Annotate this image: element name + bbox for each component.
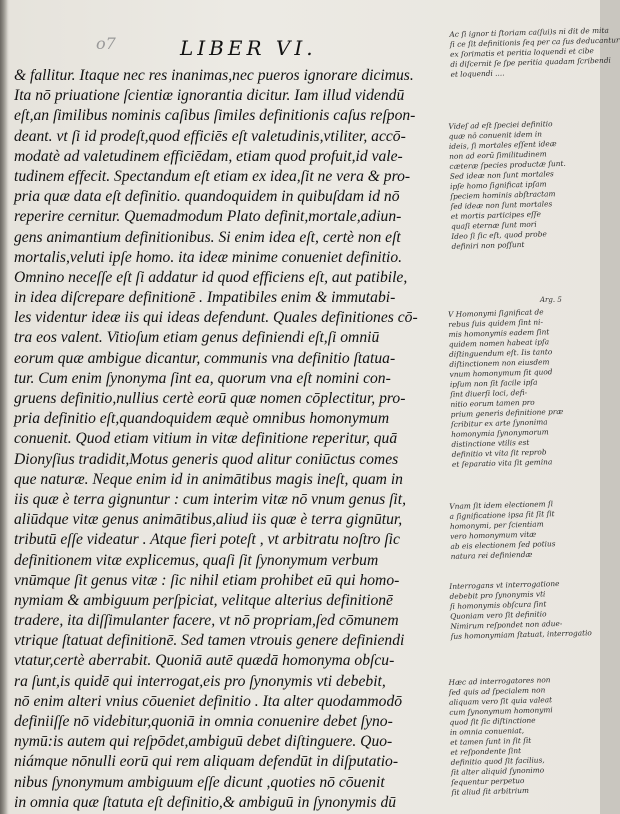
text-line: reperire cernitur. Quemadmodum Plato definit,mortale,adiun-	[14, 208, 402, 226]
handwritten-note-line: ſcribitur ex arte ſynonima	[450, 417, 548, 429]
text-line: pria definitio eſt,quandoquidem æquè omnibus homonymum	[14, 410, 390, 428]
handwritten-note-line: vnum homonymum ſit quod	[449, 367, 553, 379]
text-line: conuenit. Quod etiam vitium in vitæ definitione reperitur, quā	[14, 430, 398, 448]
marginal-label: Arg. 5	[540, 296, 562, 304]
text-line: vtrique ſtatuat definitionē. Sed tamen vtrouis genere definiendi	[14, 632, 405, 650]
handwritten-note-line: ſus homonymiam ſtatuat, interrogatio	[450, 628, 592, 641]
handwritten-note-line: di diſcernit ſe ſpe peritia quadam ſcribendi	[450, 55, 611, 69]
text-line: eorum quæ ambigue dicantur, communis vna definitio ſtatua-	[14, 349, 396, 367]
text-line: iis quæ è terra gignuntur : cum interim vitæ nō vnum genus ſit,	[14, 490, 406, 508]
handwritten-note-line: diſtinctionem non eiusdem	[449, 357, 550, 369]
handwritten-note-line: Nimirum reſpondet non adue-	[450, 618, 563, 631]
text-line: modatè ad valetudinem efficiēdam, etiam quod profuit,id vale-	[14, 147, 403, 165]
handwritten-note-line: quaſi eternæ ſunt mori	[450, 219, 537, 231]
handwritten-note-line: Ideo ſi ſic eſt, quod probe	[451, 229, 547, 241]
text-line: definiiſſe nō videbitur,quoniā in omnia conuenire debet ſyno-	[14, 713, 393, 730]
handwritten-note	[448, 674, 597, 798]
text-line: nibus ſynonymum ambiguum eſſe dicunt ,quoties nō cōuenit	[14, 773, 385, 791]
text-line: ra ſunt,is quidē qui interrogat,eis pro ſynonymis vti debebit,	[14, 672, 386, 690]
handwritten-note-line: a ſignificatione ipsa ſit ſit ſit	[449, 509, 555, 521]
handwritten-note-line: ex ſorimatis et peritia loquendi et cibe	[449, 46, 594, 59]
handwritten-note-line: ab eis electionem ſed potius	[450, 539, 556, 551]
handwritten-note-line: ipſe homo ſignificat ipſam	[449, 179, 547, 191]
handwritten-note-line: quæ nō conuenit idem in	[448, 129, 543, 141]
handwritten-note-line: Vnam ſit idem electionem ſi	[449, 499, 554, 511]
text-line: mortalis,veluti ipſe homo. ita ideæ minime conueniet definitio.	[14, 248, 403, 266]
text-line: vnūmque ſit genus vitæ : ſic nihil etiam prohibet eū qui homo-	[14, 571, 400, 589]
handwritten-note-line: ſi ce ſit definitionis ſeq per ca ſus deducantur	[449, 35, 620, 49]
handwritten-note-line: distinctione vtilis est	[451, 437, 530, 449]
handwritten-note-line: cum ſynonymum homonymi	[449, 705, 553, 717]
main-text-block	[14, 66, 448, 813]
handwritten-note-line: ſit aliud ſit arbitrium	[451, 785, 530, 797]
handwritten-note-line: et loquendi ....	[450, 68, 505, 79]
marginal-notes	[447, 0, 620, 814]
handwritten-note-line: ſed quis ad ſpecialem non	[448, 685, 546, 697]
text-line: deant. vt ſi id prodeſt,quod efficiēs eſt valetudinis,vtiliter, accō-	[14, 127, 406, 145]
handwritten-note-line: definiri non poſſunt	[451, 239, 525, 251]
handwritten-note-line: Ac ſi ignor ti ſtoriam ca(ſui)s ni dit de mita	[449, 25, 609, 39]
text-line: pria quæ data eſt definitio. quandoquidem in quibuſdam id nō	[14, 188, 400, 206]
handwritten-note-line: ſint diuerſi loci, defi-	[450, 387, 528, 399]
handwritten-note-line: homonymi, per ſcientiam	[449, 519, 544, 531]
handwritten-note-line: ſequentur perpetuo	[451, 775, 525, 787]
handwritten-note-line: V Homonymi ſignificat de	[447, 307, 544, 319]
handwritten-note-line: Sed ideæ non ſunt mortales	[449, 169, 554, 181]
handwritten-note-line: ſed ideæ non ſunt mortales	[450, 199, 553, 211]
text-line: aliūdque vitæ genus animātibus,aliud iis quæ è terra gignūtur,	[14, 511, 403, 529]
handwritten-note-line: homonymia ſynonymorum	[451, 427, 549, 439]
handwritten-note-line: et mortis participes eſſe	[450, 209, 542, 221]
handwritten-note	[449, 498, 597, 562]
handwritten-note-line: in omnia conueniat,	[449, 725, 525, 737]
text-line: vtatur,certè aberrabit. Quoniā autē quædā homonyma obſcu-	[14, 652, 395, 670]
text-line: & fallitur. Itaque nec res inanimas,nec pueros ignorare dicimus.	[14, 67, 414, 84]
text-line: tradere, ita diſſimulanter facere, vt nō propriam,ſed cōmunem	[14, 612, 399, 630]
handwritten-note	[449, 25, 620, 80]
text-line: tudinem effecit. Spectandum eſt etiam ex idea,ſit ne vera & pro-	[14, 167, 411, 185]
folio-number: o7	[96, 34, 116, 53]
handwritten-note-line: et reſpondente ſint	[450, 746, 522, 757]
text-line: nō enim alteri vnius cōueniet definitio . Ita alter quodammodō	[14, 692, 403, 710]
handwritten-note-line: cæteræ ſpecies productæ ſunt.	[449, 158, 566, 171]
handwritten-note-line: ipſum non ſit facile ipſa	[449, 377, 538, 389]
text-line: tur. Cum enim ſynonyma ſint ea, quorum vna eſt nomini con-	[14, 369, 391, 387]
handwritten-note-line: diſtinguendum eſt. Iis tanto	[448, 347, 553, 359]
handwritten-note-line: aliquam vero ſit quia valeat	[448, 695, 553, 707]
handwritten-note-line: nitio eorum tamen pro	[450, 397, 535, 409]
handwritten-note-line: vero homonymum vitæ	[450, 529, 537, 541]
text-line: Omnino neceſſe eſt ſi addatur id quod efficiens eſt, aut patibile,	[14, 268, 408, 286]
text-line: gruens definitio,nullius certè eorū quæ nomen cōplectitur, pro-	[14, 390, 406, 407]
text-line: Ita nō priuatione ſcientiæ ignorantia dicitur. Iam illud videndū	[14, 87, 405, 105]
text-line: nymiam & ambiguum perſpiciat, velitque alterius definitionē	[14, 591, 393, 609]
text-line: in idea diſcrepare definitionē . Impatibiles enim & immutabi-	[14, 289, 396, 307]
handwritten-note-line: non ad eorū ſimilitudinem	[449, 149, 547, 161]
text-line: niámque nōnulli eorū qui rem aliquam defendūt in diſputatio-	[14, 753, 399, 771]
handwritten-note-line: quidem nomen habeat ipſa	[448, 337, 550, 349]
handwritten-note-line: prium generis definitione præ	[450, 406, 564, 419]
text-line: que naturæ. Neque enim id in animātibus magis ineſt, quam in	[14, 470, 403, 488]
handwritten-note-line: quod ſit ſic diſtinctione	[449, 715, 536, 727]
handwritten-note-line: ideis, ſi mortales eſſent ideæ	[448, 139, 557, 151]
handwritten-note-line: definitio vt vita ſit reprob	[451, 447, 547, 459]
handwritten-note-line: mis homonymis eadem ſint	[448, 327, 550, 339]
text-line: Dionyſius tradidit,Motus generis quod alitur coniūctus comes	[14, 450, 399, 468]
handwritten-note-line: et ſeparatio vita ſit gemina	[451, 457, 553, 469]
handwritten-note-line: ſi homonymis obſcura ſint	[449, 599, 547, 611]
running-title: LIBER VI.	[180, 36, 317, 60]
text-line: definitionem vitæ explicemus, quaſi ſit ſynonymum verbum	[14, 551, 379, 569]
handwritten-note-line: ſit alter aliquid ſynonimo	[450, 765, 545, 777]
handwritten-note-line: Quoniam vero ſit definitio	[450, 609, 547, 621]
text-line: gens animantium definitionibus. Si enim idea eſt, certè non eſt	[14, 228, 401, 246]
handwritten-note	[448, 118, 597, 252]
handwritten-note-line: Interrogans vt interrogatione	[449, 579, 560, 591]
text-line: tributū eſſe videatur . Atque fieri poteſt , vt arbitratu noſtro ſic	[14, 531, 400, 549]
handwritten-note-line: natura rei definiendæ	[450, 549, 533, 561]
handwritten-note-line: Videſ ad eſt ſpeciei definitio	[448, 119, 553, 131]
text-line: tra eos valent. Vitioſum etiam genus definiendi eſt,ſi omniū	[14, 329, 380, 347]
text-line: in omnia quæ ſtatuta eſt definitio,& ambiguū in ſynonymis dū	[14, 793, 397, 811]
handwritten-note-line: ſpeciem hominis abſtractam	[450, 189, 556, 201]
text-line: les videntur ideæ iis qui ideas defendunt. Quales definitiones cō-	[14, 309, 418, 327]
handwritten-note-line: rebus ſuis quidem ſint ni-	[448, 317, 544, 329]
handwritten-note-line: Hæc ad interrogatores non	[448, 675, 551, 687]
handwritten-note	[448, 306, 598, 470]
gutter-shadow	[0, 0, 8, 814]
text-line: eſt,an ſimilibus nominis caſibus ſimiles definitionis caſus reſpon-	[14, 107, 416, 125]
text-line: nymū:is autem qui reſpōdet,ambiguū debet diſtinguere. Quo-	[14, 733, 393, 751]
handwritten-note-line: definitio quod ſit facilius,	[450, 755, 545, 767]
handwritten-note	[449, 578, 597, 642]
handwritten-note-line: debebit pro ſynonymis vti	[449, 589, 546, 601]
handwritten-note-line: et tamen ſunt in ſit ſit	[450, 735, 532, 747]
